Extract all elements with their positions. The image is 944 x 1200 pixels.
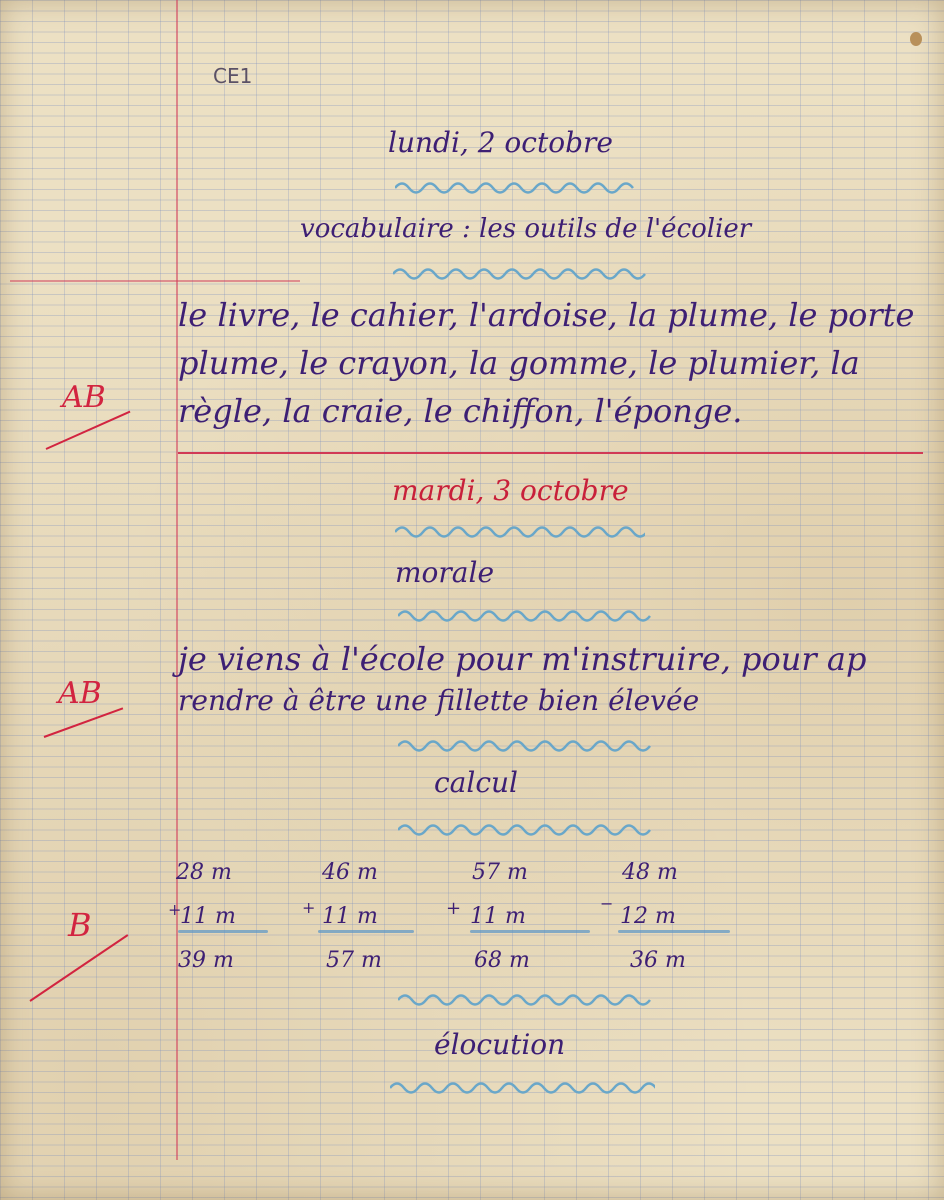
grade-stroke bbox=[44, 707, 124, 738]
addition-2-b: 11 m bbox=[322, 904, 378, 929]
red-rule-separator bbox=[178, 452, 923, 454]
addition-3-result: 68 m bbox=[474, 948, 530, 973]
heading-vocabulaire: vocabulaire : les outils de l'écolier bbox=[300, 214, 752, 244]
addition-3-a: 57 m bbox=[472, 860, 528, 885]
wavy-separator bbox=[390, 1080, 655, 1094]
vocab-line-3: règle, la craie, le chiffon, l'éponge. bbox=[178, 392, 743, 430]
wavy-separator bbox=[398, 822, 653, 836]
grade-morale: AB bbox=[58, 676, 102, 711]
margin-line bbox=[176, 0, 178, 1160]
wavy-separator bbox=[398, 738, 653, 752]
vocab-line-2: plume, le crayon, la gomme, le plumier, la bbox=[178, 344, 860, 382]
heading-elocution: élocution bbox=[434, 1028, 566, 1061]
red-rule-top bbox=[10, 280, 300, 282]
subtraction-4-b: 12 m bbox=[620, 904, 676, 929]
subtraction-4-rule bbox=[618, 930, 730, 933]
addition-1-a: 28 m bbox=[176, 860, 232, 885]
subtraction-4-a: 48 m bbox=[622, 860, 678, 885]
grade-vocabulaire: AB bbox=[62, 380, 106, 415]
morale-line-1: je viens à l'école pour m'instruire, pour ap bbox=[178, 640, 867, 678]
date-tuesday: mardi, 3 octobre bbox=[392, 474, 629, 507]
subtraction-4-op: − bbox=[600, 894, 614, 913]
addition-1-rule bbox=[178, 930, 268, 933]
vocab-line-1: le livre, le cahier, l'ardoise, la plume, le porte bbox=[178, 296, 915, 334]
date-monday: lundi, 2 octobre bbox=[388, 126, 613, 159]
grade-stroke bbox=[29, 934, 128, 1002]
wavy-separator bbox=[393, 266, 648, 280]
heading-morale: morale bbox=[395, 556, 495, 589]
addition-3-op: + bbox=[446, 898, 462, 919]
addition-3-b: 11 m bbox=[470, 904, 526, 929]
morale-line-2: rendre à être une fillette bien élevée bbox=[178, 684, 700, 717]
wavy-separator bbox=[395, 180, 640, 194]
addition-1-result: 39 m bbox=[178, 948, 234, 973]
wavy-separator bbox=[395, 524, 645, 538]
addition-2-rule bbox=[318, 930, 414, 933]
addition-2-op: + bbox=[302, 898, 316, 917]
addition-1-op: + bbox=[168, 900, 182, 919]
addition-2-a: 46 m bbox=[322, 860, 378, 885]
page-hole bbox=[910, 32, 922, 46]
addition-3-rule bbox=[470, 930, 590, 933]
grade-calcul: B bbox=[68, 906, 92, 944]
addition-1-b: 11 m bbox=[180, 904, 236, 929]
addition-2-result: 57 m bbox=[326, 948, 382, 973]
corner-label: CE1 bbox=[213, 64, 253, 88]
subtraction-4-result: 36 m bbox=[630, 948, 686, 973]
wavy-separator bbox=[398, 992, 653, 1006]
heading-calcul: calcul bbox=[434, 766, 518, 799]
grade-stroke bbox=[46, 411, 131, 450]
wavy-separator bbox=[398, 608, 653, 622]
